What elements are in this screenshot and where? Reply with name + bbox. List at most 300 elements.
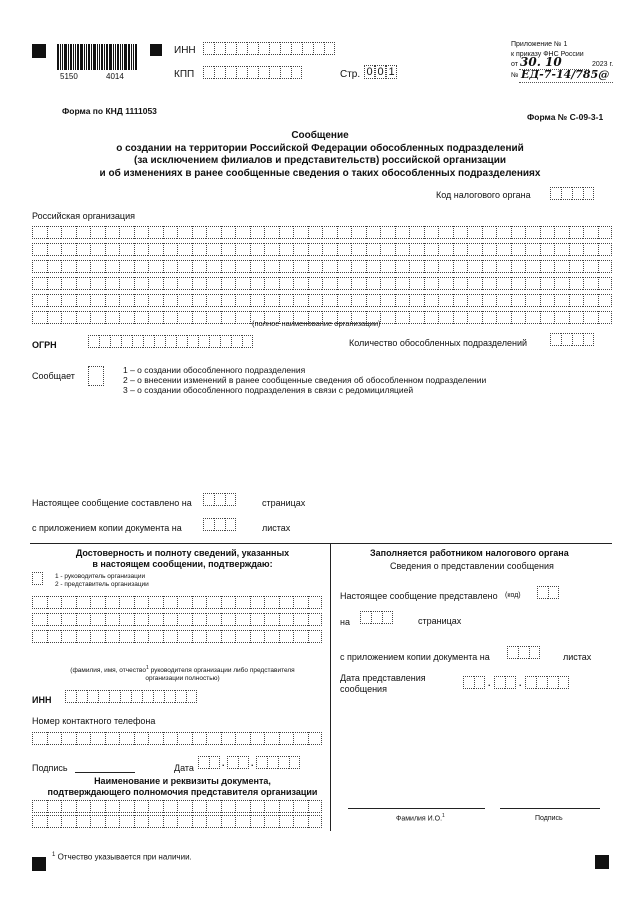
input-cell[interactable] <box>540 260 555 273</box>
input-cell[interactable] <box>598 311 613 324</box>
input-cell[interactable] <box>105 596 120 609</box>
input-cell[interactable] <box>380 243 395 256</box>
input-cell[interactable] <box>235 243 250 256</box>
input-cell[interactable] <box>554 311 569 324</box>
input-cell[interactable] <box>225 518 236 531</box>
input-cell[interactable] <box>507 646 518 659</box>
input-cell[interactable] <box>308 277 323 290</box>
input-cell[interactable] <box>61 613 76 626</box>
subdivision-count-cells[interactable] <box>550 333 594 346</box>
input-cell[interactable] <box>453 260 468 273</box>
input-cell[interactable] <box>119 260 134 273</box>
input-cell[interactable] <box>90 613 105 626</box>
input-cell[interactable] <box>235 630 250 643</box>
input-cell[interactable] <box>496 277 511 290</box>
input-cell[interactable] <box>293 294 308 307</box>
input-cell[interactable] <box>322 243 337 256</box>
input-cell[interactable] <box>256 756 267 769</box>
input-cell[interactable] <box>279 226 294 239</box>
input-cell[interactable] <box>203 66 214 79</box>
input-cell[interactable] <box>250 613 265 626</box>
input-cell[interactable] <box>235 815 250 828</box>
input-cell[interactable] <box>32 311 47 324</box>
input-cell[interactable] <box>264 260 279 273</box>
input-cell[interactable] <box>337 294 352 307</box>
input-cell[interactable] <box>214 66 225 79</box>
input-cell[interactable] <box>47 260 62 273</box>
input-cell[interactable] <box>554 226 569 239</box>
input-cell[interactable] <box>134 800 149 813</box>
input-cell[interactable] <box>225 42 236 55</box>
input-cell[interactable] <box>225 493 236 506</box>
input-cell[interactable] <box>47 226 62 239</box>
input-cell[interactable] <box>134 630 149 643</box>
input-cell[interactable] <box>154 335 165 348</box>
input-cell[interactable] <box>366 277 381 290</box>
input-cell[interactable] <box>221 311 236 324</box>
input-cell[interactable] <box>293 260 308 273</box>
input-cell[interactable] <box>109 690 120 703</box>
input-cell[interactable] <box>561 333 572 346</box>
input-cell[interactable] <box>293 277 308 290</box>
input-cell[interactable] <box>163 260 178 273</box>
input-cell[interactable] <box>47 294 62 307</box>
input-cell[interactable] <box>525 311 540 324</box>
input-cell[interactable] <box>250 732 265 745</box>
input-cell[interactable] <box>278 756 289 769</box>
input-cell[interactable] <box>525 294 540 307</box>
page-digit-2[interactable]: 0 <box>375 65 386 79</box>
input-cell[interactable] <box>192 311 207 324</box>
input-cell[interactable] <box>177 311 192 324</box>
input-cell[interactable] <box>32 260 47 273</box>
input-cell[interactable] <box>32 243 47 256</box>
input-cell[interactable] <box>206 294 221 307</box>
input-cell[interactable] <box>148 277 163 290</box>
input-cell[interactable] <box>47 815 62 828</box>
input-cell[interactable] <box>351 294 366 307</box>
input-cell[interactable] <box>474 676 485 689</box>
input-cell[interactable] <box>47 613 62 626</box>
input-cell[interactable] <box>540 226 555 239</box>
signer-inn-cells[interactable] <box>65 690 197 703</box>
input-cell[interactable] <box>76 260 91 273</box>
input-cell[interactable] <box>90 277 105 290</box>
input-cell[interactable] <box>134 815 149 828</box>
input-cell[interactable] <box>192 815 207 828</box>
officer-sign-line[interactable] <box>500 808 600 809</box>
input-cell[interactable] <box>511 311 526 324</box>
input-cell[interactable] <box>438 260 453 273</box>
input-cell[interactable] <box>366 294 381 307</box>
input-cell[interactable] <box>225 66 236 79</box>
input-cell[interactable] <box>558 676 569 689</box>
input-cell[interactable] <box>569 260 584 273</box>
input-cell[interactable] <box>337 226 352 239</box>
header-kpp-cells[interactable] <box>203 66 302 79</box>
input-cell[interactable] <box>134 596 149 609</box>
input-cell[interactable] <box>214 42 225 55</box>
input-cell[interactable] <box>554 277 569 290</box>
input-cell[interactable] <box>322 294 337 307</box>
input-cell[interactable] <box>511 243 526 256</box>
input-cell[interactable] <box>409 294 424 307</box>
input-cell[interactable] <box>453 226 468 239</box>
input-cell[interactable] <box>308 243 323 256</box>
input-cell[interactable] <box>548 586 559 599</box>
input-cell[interactable] <box>279 294 294 307</box>
input-cell[interactable] <box>134 294 149 307</box>
input-cell[interactable] <box>395 226 410 239</box>
input-cell[interactable] <box>164 690 175 703</box>
input-cell[interactable] <box>192 800 207 813</box>
input-cell[interactable] <box>279 596 294 609</box>
input-cell[interactable] <box>238 756 249 769</box>
input-cell[interactable] <box>90 596 105 609</box>
input-cell[interactable] <box>163 311 178 324</box>
input-cell[interactable] <box>134 243 149 256</box>
input-cell[interactable] <box>322 260 337 273</box>
input-cell[interactable] <box>76 311 91 324</box>
input-cell[interactable] <box>583 226 598 239</box>
input-cell[interactable] <box>192 613 207 626</box>
input-cell[interactable] <box>424 294 439 307</box>
input-cell[interactable] <box>192 260 207 273</box>
input-cell[interactable] <box>76 294 91 307</box>
input-cell[interactable] <box>119 732 134 745</box>
input-cell[interactable] <box>482 260 497 273</box>
input-cell[interactable] <box>76 277 91 290</box>
input-cell[interactable] <box>61 815 76 828</box>
input-cell[interactable] <box>250 243 265 256</box>
input-cell[interactable] <box>293 596 308 609</box>
input-cell[interactable] <box>163 613 178 626</box>
input-cell[interactable] <box>572 333 583 346</box>
input-cell[interactable] <box>279 732 294 745</box>
right-attach-cells[interactable] <box>507 646 540 659</box>
input-cell[interactable] <box>32 596 47 609</box>
input-cell[interactable] <box>119 800 134 813</box>
input-cell[interactable] <box>438 311 453 324</box>
input-cell[interactable] <box>511 260 526 273</box>
org-name-grid[interactable] <box>32 226 612 328</box>
input-cell[interactable] <box>163 630 178 643</box>
input-cell[interactable] <box>163 800 178 813</box>
input-cell[interactable] <box>221 226 236 239</box>
input-cell[interactable] <box>76 630 91 643</box>
input-cell[interactable] <box>569 243 584 256</box>
input-cell[interactable] <box>148 630 163 643</box>
input-cell[interactable] <box>322 277 337 290</box>
input-cell[interactable] <box>511 226 526 239</box>
officer-fio-line[interactable] <box>348 808 485 809</box>
input-cell[interactable] <box>525 243 540 256</box>
input-cell[interactable] <box>90 732 105 745</box>
right-date-year[interactable] <box>525 676 569 689</box>
input-cell[interactable] <box>221 732 236 745</box>
input-cell[interactable] <box>221 277 236 290</box>
ogrn-cells[interactable] <box>88 335 253 348</box>
input-cell[interactable] <box>132 335 143 348</box>
input-cell[interactable] <box>61 294 76 307</box>
input-cell[interactable] <box>550 333 561 346</box>
input-cell[interactable] <box>206 260 221 273</box>
input-cell[interactable] <box>163 294 178 307</box>
input-cell[interactable] <box>598 260 613 273</box>
input-cell[interactable] <box>496 311 511 324</box>
input-cell[interactable] <box>554 243 569 256</box>
input-cell[interactable] <box>505 676 516 689</box>
input-cell[interactable] <box>395 260 410 273</box>
input-cell[interactable] <box>269 42 280 55</box>
input-cell[interactable] <box>279 277 294 290</box>
input-cell[interactable] <box>525 676 536 689</box>
tax-code-cells[interactable] <box>550 187 594 200</box>
input-cell[interactable] <box>176 335 187 348</box>
input-cell[interactable] <box>76 732 91 745</box>
input-cell[interactable] <box>221 800 236 813</box>
input-cell[interactable] <box>90 243 105 256</box>
input-cell[interactable] <box>105 243 120 256</box>
input-cell[interactable] <box>105 613 120 626</box>
input-cell[interactable] <box>250 630 265 643</box>
input-cell[interactable] <box>206 630 221 643</box>
input-cell[interactable] <box>209 335 220 348</box>
input-cell[interactable] <box>142 690 153 703</box>
input-cell[interactable] <box>438 243 453 256</box>
header-inn-cells[interactable] <box>203 42 335 55</box>
input-cell[interactable] <box>76 596 91 609</box>
input-cell[interactable] <box>214 518 225 531</box>
input-cell[interactable] <box>47 311 62 324</box>
input-cell[interactable] <box>467 226 482 239</box>
input-cell[interactable] <box>424 260 439 273</box>
input-cell[interactable] <box>511 294 526 307</box>
input-cell[interactable] <box>409 260 424 273</box>
input-cell[interactable] <box>561 187 572 200</box>
input-cell[interactable] <box>279 243 294 256</box>
input-cell[interactable] <box>148 800 163 813</box>
page-digit-1[interactable]: 0 <box>364 65 375 79</box>
input-cell[interactable] <box>380 260 395 273</box>
sign-date-year[interactable] <box>256 756 300 769</box>
input-cell[interactable] <box>119 630 134 643</box>
input-cell[interactable] <box>134 226 149 239</box>
input-cell[interactable] <box>231 335 242 348</box>
input-cell[interactable] <box>583 260 598 273</box>
input-cell[interactable] <box>291 66 302 79</box>
input-cell[interactable] <box>280 66 291 79</box>
signature-line[interactable] <box>75 772 135 773</box>
sign-date-month[interactable] <box>227 756 249 769</box>
input-cell[interactable] <box>550 187 561 200</box>
input-cell[interactable] <box>214 493 225 506</box>
input-cell[interactable] <box>291 42 302 55</box>
input-cell[interactable] <box>496 294 511 307</box>
input-cell[interactable] <box>177 596 192 609</box>
input-cell[interactable] <box>221 596 236 609</box>
input-cell[interactable] <box>525 260 540 273</box>
input-cell[interactable] <box>87 690 98 703</box>
input-cell[interactable] <box>395 294 410 307</box>
input-cell[interactable] <box>221 294 236 307</box>
input-cell[interactable] <box>267 756 278 769</box>
input-cell[interactable] <box>65 690 76 703</box>
input-cell[interactable] <box>105 630 120 643</box>
input-cell[interactable] <box>351 226 366 239</box>
input-cell[interactable] <box>177 294 192 307</box>
input-cell[interactable] <box>32 226 47 239</box>
input-cell[interactable] <box>165 335 176 348</box>
input-cell[interactable] <box>105 260 120 273</box>
input-cell[interactable] <box>198 335 209 348</box>
input-cell[interactable] <box>177 613 192 626</box>
input-cell[interactable] <box>293 613 308 626</box>
input-cell[interactable] <box>119 277 134 290</box>
input-cell[interactable] <box>148 243 163 256</box>
input-cell[interactable] <box>88 366 104 386</box>
input-cell[interactable] <box>583 294 598 307</box>
input-cell[interactable] <box>177 277 192 290</box>
input-cell[interactable] <box>186 690 197 703</box>
input-cell[interactable] <box>547 676 558 689</box>
input-cell[interactable] <box>264 630 279 643</box>
input-cell[interactable] <box>206 226 221 239</box>
input-cell[interactable] <box>192 226 207 239</box>
input-cell[interactable] <box>583 277 598 290</box>
input-cell[interactable] <box>250 800 265 813</box>
input-cell[interactable] <box>279 613 294 626</box>
input-cell[interactable] <box>583 243 598 256</box>
input-cell[interactable] <box>279 260 294 273</box>
input-cell[interactable] <box>148 732 163 745</box>
input-cell[interactable] <box>583 187 594 200</box>
input-cell[interactable] <box>247 42 258 55</box>
input-cell[interactable] <box>467 243 482 256</box>
input-cell[interactable] <box>32 613 47 626</box>
input-cell[interactable] <box>536 676 547 689</box>
input-cell[interactable] <box>482 226 497 239</box>
input-cell[interactable] <box>438 226 453 239</box>
input-cell[interactable] <box>61 277 76 290</box>
input-cell[interactable] <box>482 294 497 307</box>
pages-cells[interactable] <box>203 493 236 506</box>
input-cell[interactable] <box>424 311 439 324</box>
input-cell[interactable] <box>598 277 613 290</box>
input-cell[interactable] <box>525 226 540 239</box>
input-cell[interactable] <box>529 646 540 659</box>
input-cell[interactable] <box>206 613 221 626</box>
input-cell[interactable] <box>351 260 366 273</box>
input-cell[interactable] <box>32 630 47 643</box>
input-cell[interactable] <box>463 676 474 689</box>
input-cell[interactable] <box>105 815 120 828</box>
input-cell[interactable] <box>90 630 105 643</box>
input-cell[interactable] <box>221 613 236 626</box>
input-cell[interactable] <box>269 66 280 79</box>
input-cell[interactable] <box>105 277 120 290</box>
right-date-day[interactable] <box>463 676 485 689</box>
input-cell[interactable] <box>569 277 584 290</box>
input-cell[interactable] <box>198 756 209 769</box>
input-cell[interactable] <box>61 732 76 745</box>
input-cell[interactable] <box>177 800 192 813</box>
input-cell[interactable] <box>324 42 335 55</box>
input-cell[interactable] <box>192 277 207 290</box>
input-cell[interactable] <box>467 294 482 307</box>
input-cell[interactable] <box>90 260 105 273</box>
input-cell[interactable] <box>134 311 149 324</box>
input-cell[interactable] <box>366 243 381 256</box>
input-cell[interactable] <box>209 756 220 769</box>
input-cell[interactable] <box>61 260 76 273</box>
input-cell[interactable] <box>206 732 221 745</box>
input-cell[interactable] <box>61 596 76 609</box>
input-cell[interactable] <box>61 311 76 324</box>
input-cell[interactable] <box>32 815 47 828</box>
input-cell[interactable] <box>148 596 163 609</box>
input-cell[interactable] <box>453 243 468 256</box>
input-cell[interactable] <box>121 335 132 348</box>
input-cell[interactable] <box>148 613 163 626</box>
input-cell[interactable] <box>76 226 91 239</box>
input-cell[interactable] <box>227 756 238 769</box>
input-cell[interactable] <box>76 613 91 626</box>
input-cell[interactable] <box>308 613 323 626</box>
input-cell[interactable] <box>289 756 300 769</box>
page-digit-3[interactable]: 1 <box>386 65 397 79</box>
input-cell[interactable] <box>206 311 221 324</box>
input-cell[interactable] <box>496 243 511 256</box>
input-cell[interactable] <box>337 243 352 256</box>
input-cell[interactable] <box>32 800 47 813</box>
input-cell[interactable] <box>337 277 352 290</box>
input-cell[interactable] <box>90 311 105 324</box>
submitted-code-cells[interactable] <box>537 586 559 599</box>
input-cell[interactable] <box>494 676 505 689</box>
input-cell[interactable] <box>187 335 198 348</box>
input-cell[interactable] <box>134 613 149 626</box>
input-cell[interactable] <box>482 311 497 324</box>
input-cell[interactable] <box>302 42 313 55</box>
input-cell[interactable] <box>119 226 134 239</box>
input-cell[interactable] <box>177 732 192 745</box>
input-cell[interactable] <box>47 243 62 256</box>
input-cell[interactable] <box>424 277 439 290</box>
input-cell[interactable] <box>453 294 468 307</box>
input-cell[interactable] <box>175 690 186 703</box>
input-cell[interactable] <box>482 243 497 256</box>
input-cell[interactable] <box>250 294 265 307</box>
signer-fio-grid[interactable] <box>32 596 322 647</box>
input-cell[interactable] <box>98 690 109 703</box>
input-cell[interactable] <box>380 294 395 307</box>
input-cell[interactable] <box>395 277 410 290</box>
input-cell[interactable] <box>192 732 207 745</box>
input-cell[interactable] <box>598 294 613 307</box>
input-cell[interactable] <box>235 277 250 290</box>
input-cell[interactable] <box>525 277 540 290</box>
input-cell[interactable] <box>308 294 323 307</box>
input-cell[interactable] <box>148 294 163 307</box>
input-cell[interactable] <box>88 335 99 348</box>
input-cell[interactable] <box>163 596 178 609</box>
report-code-cell[interactable] <box>88 366 104 386</box>
input-cell[interactable] <box>467 277 482 290</box>
input-cell[interactable] <box>313 42 324 55</box>
input-cell[interactable] <box>250 226 265 239</box>
input-cell[interactable] <box>598 243 613 256</box>
